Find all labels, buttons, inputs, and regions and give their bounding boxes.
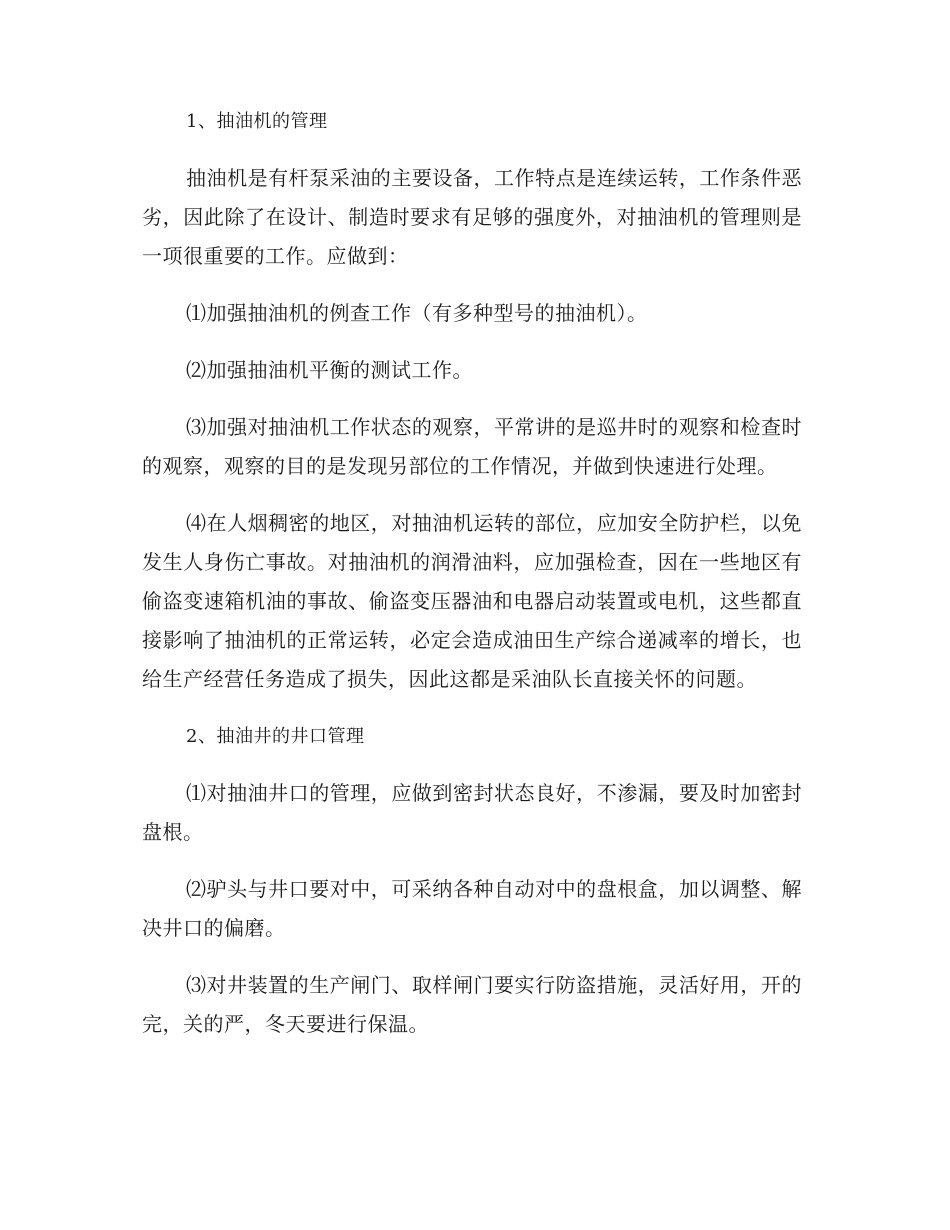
list-item-1-3: ⑶加强对抽油机工作状态的观察，平常讲的是巡井时的观察和检查时的观察，观察的目的是发现另部位的工作情况，并做到快速进行处理。	[142, 415, 802, 478]
list-item-1-1: ⑴加强抽油机的例查工作（有多种型号的抽油机）。	[186, 301, 648, 325]
list-item-1-4: ⑷在人烟稠密的地区，对抽油机运转的部位，应加安全防护栏，以免发生人身伤亡事故。对抽油机的润滑油料，应加强检查，因在一些地区有偷盗变速箱机油的事故、偷盗变压器油和电器启动装置或电机，这些都直接影响了抽油机的正常运转，必定会造成油田生产综合递减率的增长，也给生产经营任务造成了损失，因此这都是采油队长直接关怀的问题。	[142, 511, 802, 691]
section-heading-2: 2、抽油井的井口管理	[186, 726, 365, 747]
list-item-2-1: ⑴对抽油井口的管理，应做到密封状态良好，不渗漏，要及时加密封盘根。	[142, 781, 802, 844]
document-page	[142, 102, 802, 1062]
list-item-1-2: ⑵加强抽油机平衡的测试工作。	[186, 358, 473, 382]
section-heading-1: 1、抽油机的管理	[186, 111, 328, 132]
intro-paragraph: 抽油机是有杆泵采油的主要设备，工作特点是连续运转，工作条件恶劣，因此除了在设计、制造时要求有足够的强度外，对抽油机的管理则是一项很重要的工作。应做到：	[142, 166, 802, 268]
list-item-2-3: ⑶对井装置的生产闸门、取样闸门要实行防盗措施，灵活好用，开的完，关的严，冬天要进行保温。	[142, 973, 802, 1036]
list-item-2-2: ⑵驴头与井口要对中，可采纳各种自动对中的盘根盒，加以调整、解决井口的偏磨。	[142, 877, 802, 940]
